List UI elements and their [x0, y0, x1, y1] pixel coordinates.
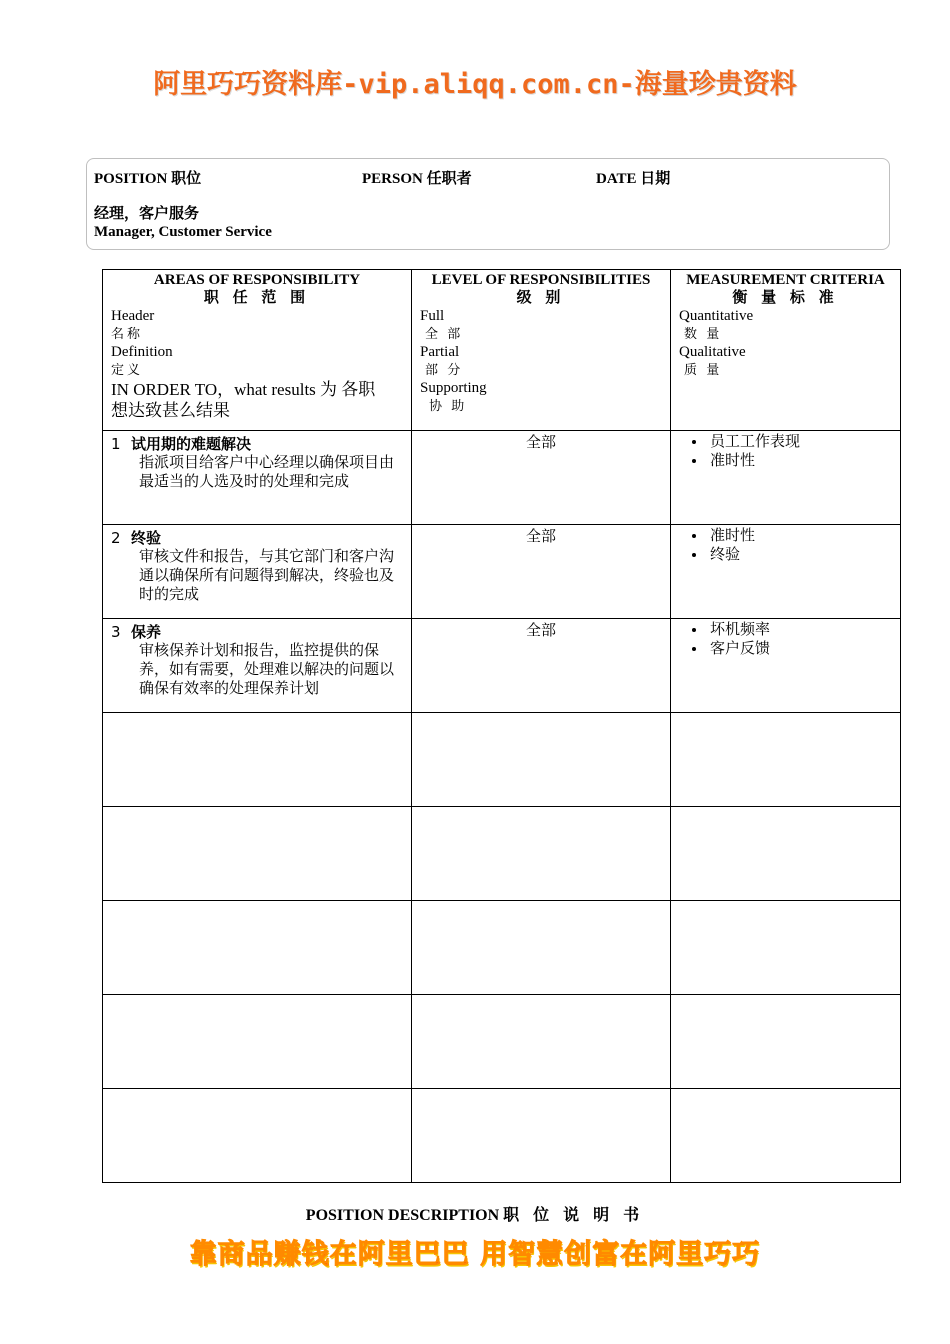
empty-cell — [671, 807, 901, 901]
empty-cell — [671, 995, 901, 1089]
empty-cell — [412, 995, 671, 1089]
area-description: 审核保养计划和报告，监控提供的保养，如有需要，处理难以解决的问题以确保有效率的处理保养计划 — [139, 643, 395, 697]
table-row — [103, 431, 901, 525]
empty-cell — [671, 1089, 901, 1183]
level-title-zh: 级 别 — [516, 290, 566, 306]
criteria-item: • 终验 — [707, 546, 900, 565]
empty-table-row — [103, 1089, 901, 1183]
level-item: 全 部 — [425, 326, 464, 341]
criteria-cell — [671, 431, 901, 525]
criteria-cell — [671, 525, 901, 619]
area-title: 保养 — [131, 623, 162, 641]
position-label: POSITION 职位 — [94, 171, 202, 187]
person-label: PERSON 任职者 — [362, 171, 472, 187]
table-row — [103, 525, 901, 619]
areas-item: Definition — [111, 344, 173, 360]
empty-cell — [671, 713, 901, 807]
area-cell — [103, 431, 412, 525]
top-banner: 阿里巧巧资料库-vip.aliqq.com.cn-海量珍贵资料 — [153, 69, 797, 100]
empty-cell — [671, 901, 901, 995]
criteria-item: • 准时性 — [707, 452, 900, 471]
empty-cell — [103, 995, 412, 1089]
document-title-en: POSITION DESCRIPTION — [305, 1207, 500, 1224]
area-cell — [103, 525, 412, 619]
measure-title-zh: 衡 量 标 准 — [732, 290, 839, 306]
empty-table-row — [103, 713, 901, 807]
level-cell: 全部 — [412, 619, 671, 713]
areas-item: 定义 — [111, 362, 144, 377]
empty-cell — [412, 1089, 671, 1183]
area-description: 指派项目给客户中心经理以确保项目由最适当的人选及时的处理和完成 — [139, 455, 395, 490]
measure-item: 质 量 — [684, 362, 723, 377]
level-item: Full — [420, 308, 445, 324]
date-label: DATE 日期 — [596, 171, 671, 187]
level-cell: 全部 — [412, 525, 671, 619]
table-header-row — [103, 270, 901, 431]
areas-item: Header — [111, 308, 155, 324]
areas-header-cell — [103, 270, 412, 431]
position-info-box — [86, 158, 890, 250]
area-description: 审核文件和报告，与其它部门和客户沟通以确保所有问题得到解决，终验也及时的完成 — [139, 549, 395, 603]
area-number: 1 — [111, 435, 121, 453]
criteria-item: • 客户反馈 — [707, 640, 900, 659]
areas-item-in-order-to: IN ORDER TO，what results 为 各职 想达致甚么结果 — [111, 380, 376, 420]
level-item: Partial — [420, 344, 460, 360]
areas-title: AREAS OF RESPONSIBILITY — [153, 272, 361, 288]
criteria-cell — [671, 619, 901, 713]
bottom-banner: 靠商品赚钱在阿里巴巴 用智慧创富在阿里巧巧 — [189, 1239, 761, 1270]
empty-table-row — [103, 807, 901, 901]
criteria-item: • 员工工作表现 — [707, 433, 900, 452]
area-title: 终验 — [131, 529, 162, 547]
area-number: 3 — [111, 623, 121, 641]
empty-cell — [412, 901, 671, 995]
level-item: 协 助 — [429, 398, 468, 413]
empty-cell — [103, 901, 412, 995]
level-item: 部 分 — [425, 362, 464, 377]
empty-cell — [103, 1089, 412, 1183]
measure-item: Qualitative — [679, 344, 746, 360]
criteria-item: • 坏机频率 — [707, 621, 900, 640]
empty-table-row — [103, 995, 901, 1089]
position-name — [94, 205, 272, 241]
areas-item: 名称 — [111, 326, 144, 341]
level-item: Supporting — [420, 380, 487, 396]
empty-cell — [412, 807, 671, 901]
empty-cell — [412, 713, 671, 807]
measure-header-cell — [671, 270, 901, 431]
level-title: LEVEL OF RESPONSIBILITIES — [431, 272, 651, 288]
empty-cell — [103, 807, 412, 901]
table-row — [103, 619, 901, 713]
area-cell — [103, 619, 412, 713]
area-number: 2 — [111, 529, 121, 547]
responsibility-table — [102, 269, 901, 1183]
areas-title-zh: 职 任 范 围 — [203, 290, 311, 306]
document-title — [0, 1202, 950, 1225]
position-name-zh: 经理，客户服务 — [94, 206, 200, 222]
level-header-cell — [412, 270, 671, 431]
measure-title: MEASUREMENT CRITERIA — [686, 272, 885, 288]
empty-table-row — [103, 901, 901, 995]
position-name-en: Manager, Customer Service — [94, 224, 272, 240]
empty-cell — [103, 713, 412, 807]
measure-item: 数 量 — [684, 326, 723, 341]
document-title-zh: 职 位 说 明 书 — [503, 1207, 645, 1224]
measure-item: Quantitative — [679, 308, 754, 324]
criteria-item: • 准时性 — [707, 527, 900, 546]
area-title: 试用期的难题解决 — [131, 435, 252, 453]
level-cell: 全部 — [412, 431, 671, 525]
